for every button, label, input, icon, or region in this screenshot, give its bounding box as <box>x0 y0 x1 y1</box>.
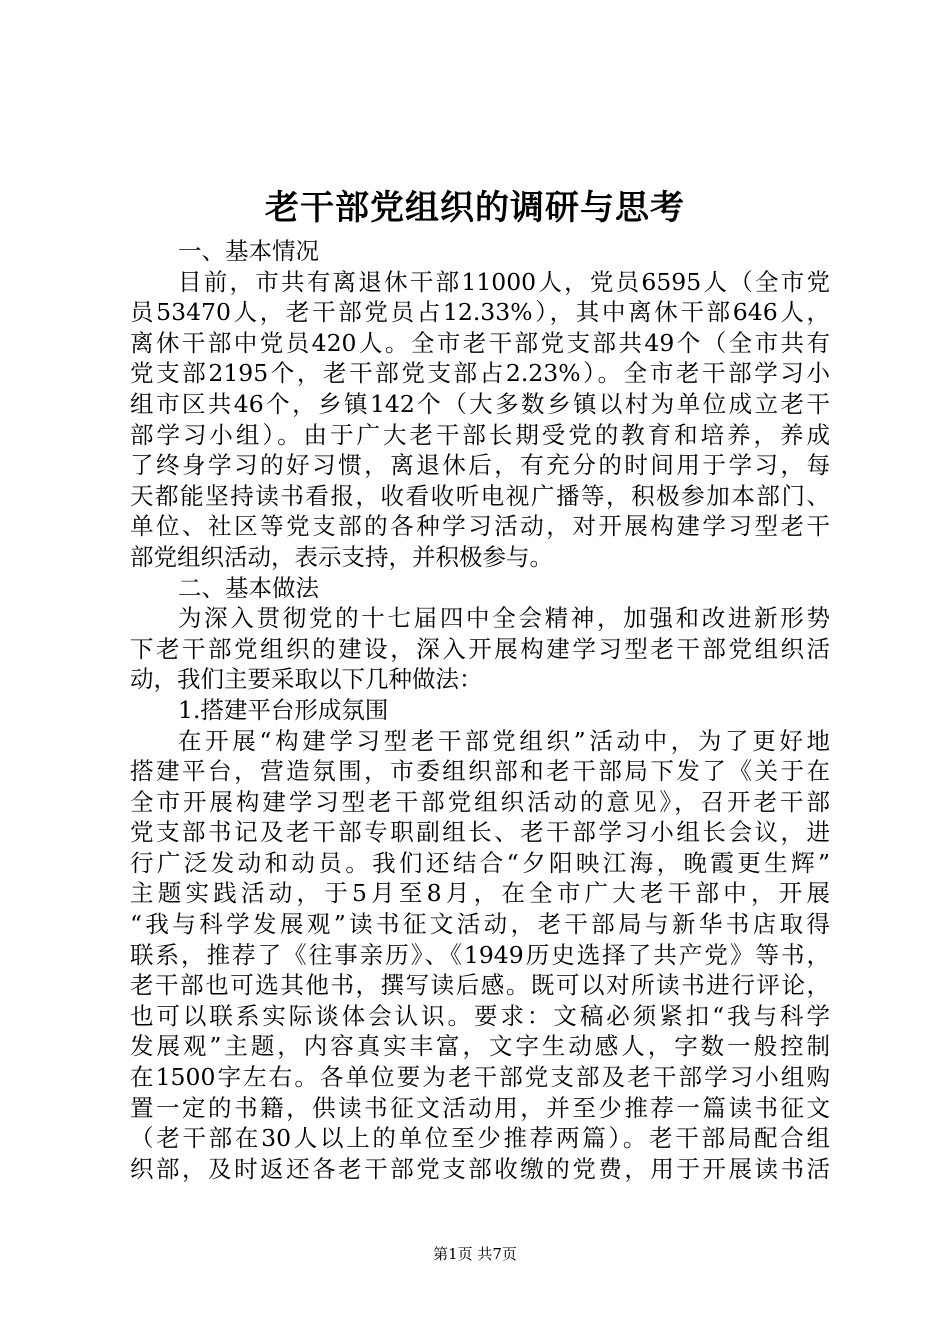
text-line: 在开展“构建学习型老干部党组织”活动中，为了更好地 <box>178 726 830 755</box>
text-line: 部学习小组）。由于广大老干部长期受党的教育和培养，养成 <box>130 420 830 449</box>
text-line: 为深入贯彻党的十七届四中全会精神，加强和改进新形势 <box>178 604 830 633</box>
text-line: 组市区共46个，乡镇142个（大多数乡镇以村为单位成立老干 <box>130 389 830 418</box>
text-line: （老干部在30人以上的单位至少推荐两篇）。老干部局配合组 <box>130 1124 830 1153</box>
text-line: 单位、社区等党支部的各种学习活动，对开展构建学习型老干 <box>130 512 830 541</box>
text-line: 置一定的书籍，供读书征文活动用，并至少推荐一篇读书征文 <box>130 1093 830 1122</box>
text-line: 下老干部党组织的建设，深入开展构建学习型老干部党组织活 <box>130 634 830 663</box>
text-line: 1.搭建平台形成氛围 <box>178 695 389 724</box>
document-title: 老干部党组织的调研与思考 <box>265 188 685 228</box>
text-line: 一、基本情况 <box>178 237 319 265</box>
text-line: 联系，推荐了《往事亲历》、《1949历史选择了共产党》等书， <box>130 940 830 969</box>
text-line: 部党组织活动，表示支持，并积极参与。 <box>130 542 553 571</box>
text-line: 目前，市共有离退休干部11000人，党员6595人（全市党 <box>178 267 830 296</box>
page-footer: 第1页 共7页 <box>433 1245 517 1263</box>
text-line: 员53470人，老干部党员占12.33%），其中离休干部646人， <box>130 298 830 327</box>
text-line: 全市开展构建学习型老干部党组织活动的意见》，召开老干部 <box>130 787 830 816</box>
text-line: 老干部也可选其他书，撰写读后感。既可以对所读书进行评论， <box>130 971 830 1000</box>
text-line: 离休干部中党员420人。全市老干部党支部共49个（全市共有 <box>130 328 830 357</box>
text-line: 天都能坚持读书看报，收看收听电视广播等，积极参加本部门、 <box>130 481 830 510</box>
text-line: 也可以联系实际谈体会认识。要求：文稿必须紧扣“我与科学 <box>130 1001 830 1030</box>
text-line: 在1500字左右。各单位要为老干部党支部及老干部学习小组购 <box>130 1063 830 1092</box>
text-line: “我与科学发展观”读书征文活动，老干部局与新华书店取得 <box>130 910 830 939</box>
text-line: 了终身学习的好习惯，离退休后，有充分的时间用于学习，每 <box>130 451 830 480</box>
text-line: 织部，及时返还各老干部党支部收缴的党费，用于开展读书活 <box>130 1154 830 1183</box>
text-line: 行广泛发动和动员。我们还结合“夕阳映江海，晚霞更生辉” <box>130 848 830 877</box>
text-line: 动，我们主要采取以下几种做法： <box>130 665 483 694</box>
text-line: 发展观”主题，内容真实丰富，文字生动感人，字数一般控制 <box>130 1032 830 1061</box>
text-line: 主题实践活动，于5月至8月，在全市广大老干部中，开展 <box>130 879 830 908</box>
text-line: 党支部书记及老干部专职副组长、老干部学习小组长会议，进 <box>130 818 830 847</box>
document-body <box>130 236 830 1184</box>
text-line: 二、基本做法 <box>178 573 319 602</box>
text-line: 搭建平台，营造氛围，市委组织部和老干部局下发了《关于在 <box>130 757 830 786</box>
text-line: 党支部2195个，老干部党支部占2.23%）。全市老干部学习小 <box>130 359 830 388</box>
